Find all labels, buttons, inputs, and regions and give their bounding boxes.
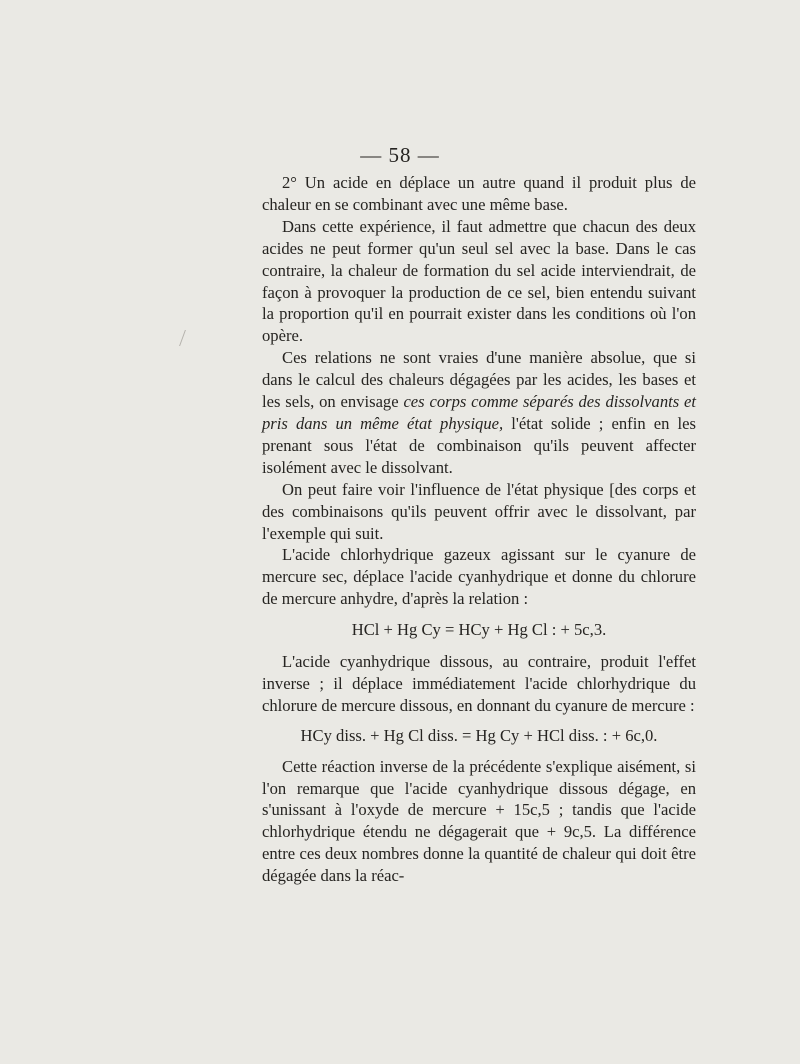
stray-pencil-mark xyxy=(179,330,194,346)
paragraph-5: L'acide chlorhydrique gazeux agissant sur le cyanure de mercure sec, déplace l'acide cyanhydrique et donne du chlorure de mercure anhydre, d'après la relation : xyxy=(262,545,696,609)
paragraph-4: On peut faire voir l'influence de l'état physique [des corps et des combinaisons qu'ils peuvent offrir avec le dissolvant, par l'exemple qui suit. xyxy=(262,479,696,543)
paragraph-7: Cette réaction inverse de la précédente s'explique aisément, si l'on remarque que l'acide cyanhydrique dissous dégage, en s'unissant à l'oxyde de mercure + 15c,5 ; tandis que l'acide chlorhydrique étendu ne dégagerait que + 9c,5. La différence entre ces deux nombres donne la quantité de chaleur qui doit être dégagée dans la réac- xyxy=(262,756,696,886)
page-number: — 58 — xyxy=(360,143,440,167)
paragraph-3 xyxy=(262,347,696,478)
equation-1: HCl + Hg Cy = HCy + Hg Cl : + 5c,3. xyxy=(351,620,607,640)
paragraph-3-text-a: Ces relations ne sont vraies d'une manière absolue, que si dans le calcul des chaleurs dégagées par les acides, les bases et les sels, on envisage xyxy=(262,348,696,412)
paragraph-2: Dans cette expérience, il faut admettre que chacun des deux acides ne peut former qu'un seul sel avec la base. Dans le cas contraire, la chaleur de formation du sel acide interviendrait, de façon à provoquer la production de ce sel, bien entendu suivant la proportion qu'il en pourrait exister dans les conditions où l'on opère. xyxy=(262,216,696,346)
paragraph-1: 2° Un acide en déplace un autre quand il produit plus de chaleur en se combinant avec une même base. xyxy=(262,173,696,214)
paragraph-3-italic: ces corps comme séparés des dissolvants et pris dans un même état physique, xyxy=(262,392,697,433)
body-text xyxy=(262,172,696,887)
paragraph-6: L'acide cyanhydrique dissous, au contraire, produit l'effet inverse ; il déplace immédiatement l'acide chlorhydrique du chlorure de mercure dissous, en donnant du cyanure de mercure : xyxy=(262,652,696,715)
paragraph-3-text-b: l'état solide ; enfin en les prenant sous l'état de combinaison qu'ils peuvent affecter isolément avec le dissolvant. xyxy=(262,413,696,477)
equation-2: HCy diss. + Hg Cl diss. = Hg Cy + HCl diss. : + 6c,0. xyxy=(300,725,658,745)
